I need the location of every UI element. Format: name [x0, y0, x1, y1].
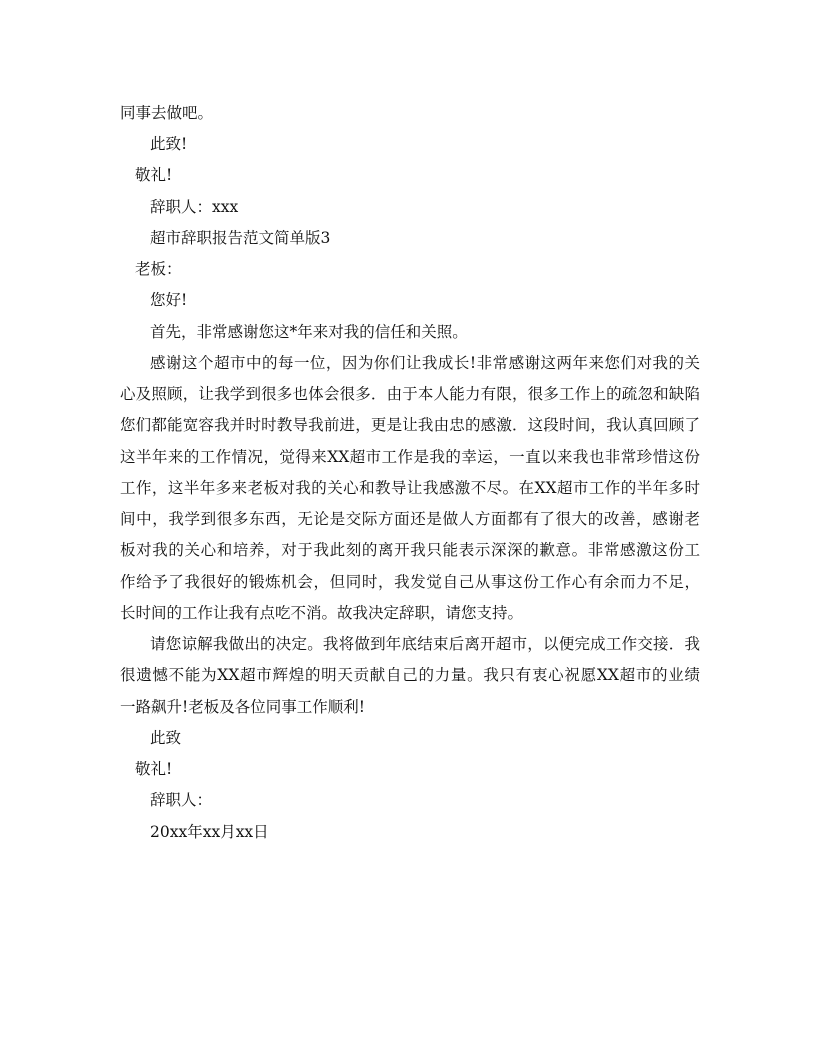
section-title: 超市辞职报告范文简单版3: [150, 229, 331, 247]
date-line: 20xx年xx月xx日: [150, 823, 269, 841]
closing-salutation: 此致: [150, 729, 182, 747]
paragraph-line: 这半年来的工作情况，觉得来XX超市工作是我的幸运，一直以来我也非常珍惜这份: [120, 448, 700, 466]
text-line: 同事去做吧。: [120, 104, 214, 122]
paragraph-line: 您们都能宽容我并时时教导我前进，更是让我由忠的感激．这段时间，我认真回顾了: [120, 416, 700, 434]
paragraph-line: 很遗憾不能为XX超市辉煌的明天贡献自己的力量。我只有衷心祝愿XX超市的业绩: [120, 666, 700, 684]
paragraph-line: 心及照顾，让我学到很多也体会很多．由于本人能力有限，很多工作上的疏忽和缺陷: [120, 385, 700, 403]
regards: 敬礼!: [135, 166, 173, 184]
greeting: 您好!: [150, 291, 188, 309]
paragraph-line: 请您谅解我做出的决定。我将做到年底结束后离开超市，以便完成工作交接．我: [150, 635, 700, 653]
paragraph-line: 长时间的工作让我有点吃不消。故我决定辞职，请您支持。: [120, 604, 524, 622]
addressee: 老板：: [135, 260, 182, 278]
paragraph-line: 间中，我学到很多东西，无论是交际方面还是做人方面都有了很大的改善，感谢老: [120, 510, 700, 528]
paragraph-line: 首先，非常感谢您这*年来对我的信任和关照。: [150, 323, 468, 341]
paragraph-line: 板对我的关心和培养，对于我此刻的离开我只能表示深深的歉意。非常感激这份工: [120, 541, 700, 559]
paragraph-line: 一路飙升!老板及各位同事工作顺利!: [120, 698, 365, 716]
paragraph-line: 作给予了我很好的锻炼机会，但同时，我发觉自己从事这份工作心有余而力不足，: [120, 573, 700, 591]
closing-salutation: 此致!: [150, 135, 188, 153]
regards: 敬礼!: [135, 760, 173, 778]
paragraph-line: 工作，这半年多来老板对我的关心和教导让我感激不尽。在XX超市工作的半年多时: [120, 479, 700, 497]
signature-line: 辞职人：xxx: [150, 198, 239, 216]
signature-line: 辞职人：: [150, 791, 213, 809]
paragraph-line: 感谢这个超市中的每一位，因为你们让我成长!非常感谢这两年来您们对我的关: [150, 354, 700, 372]
